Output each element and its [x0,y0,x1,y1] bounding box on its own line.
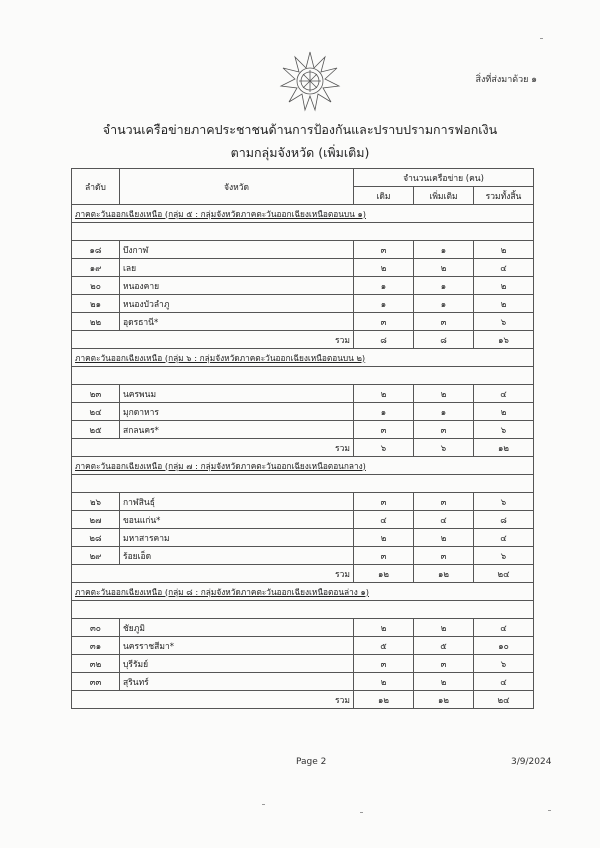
row-added: ๑ [414,403,474,421]
table-row [72,259,534,277]
sum-original: ๑๒ [354,565,414,583]
col-header-total: รวมทั้งสิ้น [474,187,534,205]
table-row [72,493,534,511]
spacer-row [72,601,534,619]
row-province: สุรินทร์ [120,673,354,691]
row-total: ๔ [474,619,534,637]
row-seq: ๒๙ [72,547,120,565]
row-seq: ๒๔ [72,403,120,421]
row-added: ๓ [414,313,474,331]
row-original: ๔ [354,511,414,529]
section-title: ภาคตะวันออกเฉียงเหนือ (กลุ่ม ๗ : กลุ่มจังหวัดภาคตะวันออกเฉียงเหนือตอนกลาง) [72,457,534,475]
page-title: จำนวนเครือข่ายภาคประชาชนด้านการป้องกันและปราบปรามการฟอกเงิน [102,122,498,137]
row-original: ๑ [354,403,414,421]
sum-label: รวม [72,565,354,583]
row-province: หนองคาย [120,277,354,295]
row-total: ๖ [474,313,534,331]
col-header-original: เดิม [354,187,414,205]
table-row [72,241,534,259]
sum-row [72,691,534,709]
row-seq: ๑๙ [72,259,120,277]
table-row [72,547,534,565]
sum-added: ๑๒ [414,565,474,583]
row-added: ๒ [414,385,474,403]
sum-total: ๒๔ [474,565,534,583]
sum-added: ๑๒ [414,691,474,709]
table-row [72,385,534,403]
row-total: ๑๐ [474,637,534,655]
row-original: ๓ [354,547,414,565]
table-row [72,403,534,421]
row-province: มุกดาหาร [120,403,354,421]
row-total: ๘ [474,511,534,529]
row-original: ๒ [354,385,414,403]
row-province: ชัยภูมิ [120,619,354,637]
sum-added: ๖ [414,439,474,457]
sum-row [72,565,534,583]
attachment-label: สิ่งที่ส่งมาด้วย ๑ [475,75,537,85]
table-row [72,655,534,673]
sum-label: รวม [72,439,354,457]
row-total: ๒ [474,403,534,421]
table-row [72,529,534,547]
spacer-row [72,367,534,385]
sum-original: ๖ [354,439,414,457]
row-total: ๖ [474,547,534,565]
row-province: อุดรธานี* [120,313,354,331]
row-seq: ๓๒ [72,655,120,673]
row-added: ๑ [414,277,474,295]
row-seq: ๒๘ [72,529,120,547]
row-seq: ๓๓ [72,673,120,691]
sum-label: รวม [72,331,354,349]
row-seq: ๑๘ [72,241,120,259]
spacer-cell [72,601,534,619]
row-added: ๒ [414,529,474,547]
table-row [72,619,534,637]
section-title: ภาคตะวันออกเฉียงเหนือ (กลุ่ม ๘ : กลุ่มจังหวัดภาคตะวันออกเฉียงเหนือตอนล่าง ๑) [72,583,534,601]
row-original: ๓ [354,493,414,511]
row-original: ๓ [354,313,414,331]
row-added: ๔ [414,511,474,529]
row-province: นครพนม [120,385,354,403]
row-original: ๕ [354,637,414,655]
row-province: กาฬสินธุ์ [120,493,354,511]
sum-total: ๒๔ [474,691,534,709]
sum-row [72,439,534,457]
sum-added: ๘ [414,331,474,349]
row-total: ๖ [474,493,534,511]
spacer-cell [72,475,534,493]
emblem-seal-icon [279,50,341,112]
spacer-cell [72,223,534,241]
row-seq: ๓๑ [72,637,120,655]
section-header-row [72,349,534,367]
row-seq: ๒๐ [72,277,120,295]
row-province: มหาสารคาม [120,529,354,547]
spacer-cell [72,367,534,385]
row-added: ๓ [414,493,474,511]
col-header-added: เพิ่มเติม [414,187,474,205]
row-seq: ๒๖ [72,493,120,511]
row-total: ๒ [474,277,534,295]
row-added: ๒ [414,259,474,277]
row-original: ๒ [354,673,414,691]
footer-date: 3/9/2024 [511,757,552,767]
table-row [72,277,534,295]
page-subtitle: ตามกลุ่มจังหวัด (เพิ่มเติม) [230,145,370,160]
row-seq: ๒๕ [72,421,120,439]
row-total: ๔ [474,529,534,547]
table-row [72,313,534,331]
section-header-row [72,457,534,475]
table-row [72,673,534,691]
row-total: ๒ [474,241,534,259]
section-title: ภาคตะวันออกเฉียงเหนือ (กลุ่ม ๖ : กลุ่มจังหวัดภาคตะวันออกเฉียงเหนือตอนบน ๒) [72,349,534,367]
spacer-row [72,223,534,241]
row-seq: ๒๓ [72,385,120,403]
spacer-row [72,475,534,493]
row-province: บึงกาฬ [120,241,354,259]
row-seq: ๒๑ [72,295,120,313]
sum-original: ๑๒ [354,691,414,709]
sum-label: รวม [72,691,354,709]
row-province: เลย [120,259,354,277]
row-seq: ๒๗ [72,511,120,529]
row-original: ๓ [354,655,414,673]
table-row [72,637,534,655]
row-total: ๔ [474,673,534,691]
page-number: Page 2 [296,757,327,767]
row-province: สกลนคร* [120,421,354,439]
sum-original: ๘ [354,331,414,349]
col-header-seq: ลำดับ [72,169,120,205]
row-added: ๑ [414,295,474,313]
row-original: ๒ [354,619,414,637]
sum-total: ๑๒ [474,439,534,457]
row-original: ๑ [354,277,414,295]
row-original: ๓ [354,241,414,259]
row-original: ๒ [354,529,414,547]
table-row [72,511,534,529]
row-added: ๑ [414,241,474,259]
row-province: บุรีรัมย์ [120,655,354,673]
section-header-row [72,583,534,601]
row-province: นครราชสีมา* [120,637,354,655]
row-added: ๓ [414,655,474,673]
row-original: ๑ [354,295,414,313]
row-added: ๒ [414,673,474,691]
row-total: ๖ [474,421,534,439]
row-added: ๓ [414,547,474,565]
row-province: ขอนแก่น* [120,511,354,529]
row-total: ๔ [474,259,534,277]
table-row [72,295,534,313]
table-row [72,421,534,439]
row-total: ๔ [474,385,534,403]
col-header-network: จำนวนเครือข่าย (คน) [354,169,534,187]
row-total: ๒ [474,295,534,313]
row-added: ๓ [414,421,474,439]
col-header-province: จังหวัด [120,169,354,205]
sum-total: ๑๖ [474,331,534,349]
row-seq: ๓๐ [72,619,120,637]
row-province: หนองบัวลำภู [120,295,354,313]
row-original: ๓ [354,421,414,439]
row-original: ๒ [354,259,414,277]
row-total: ๖ [474,655,534,673]
sum-row [72,331,534,349]
section-header-row [72,205,534,223]
row-province: ร้อยเอ็ด [120,547,354,565]
row-added: ๒ [414,619,474,637]
row-seq: ๒๒ [72,313,120,331]
network-table [71,168,534,709]
row-added: ๕ [414,637,474,655]
section-title: ภาคตะวันออกเฉียงเหนือ (กลุ่ม ๕ : กลุ่มจังหวัดภาคตะวันออกเฉียงเหนือตอนบน ๑) [72,205,534,223]
